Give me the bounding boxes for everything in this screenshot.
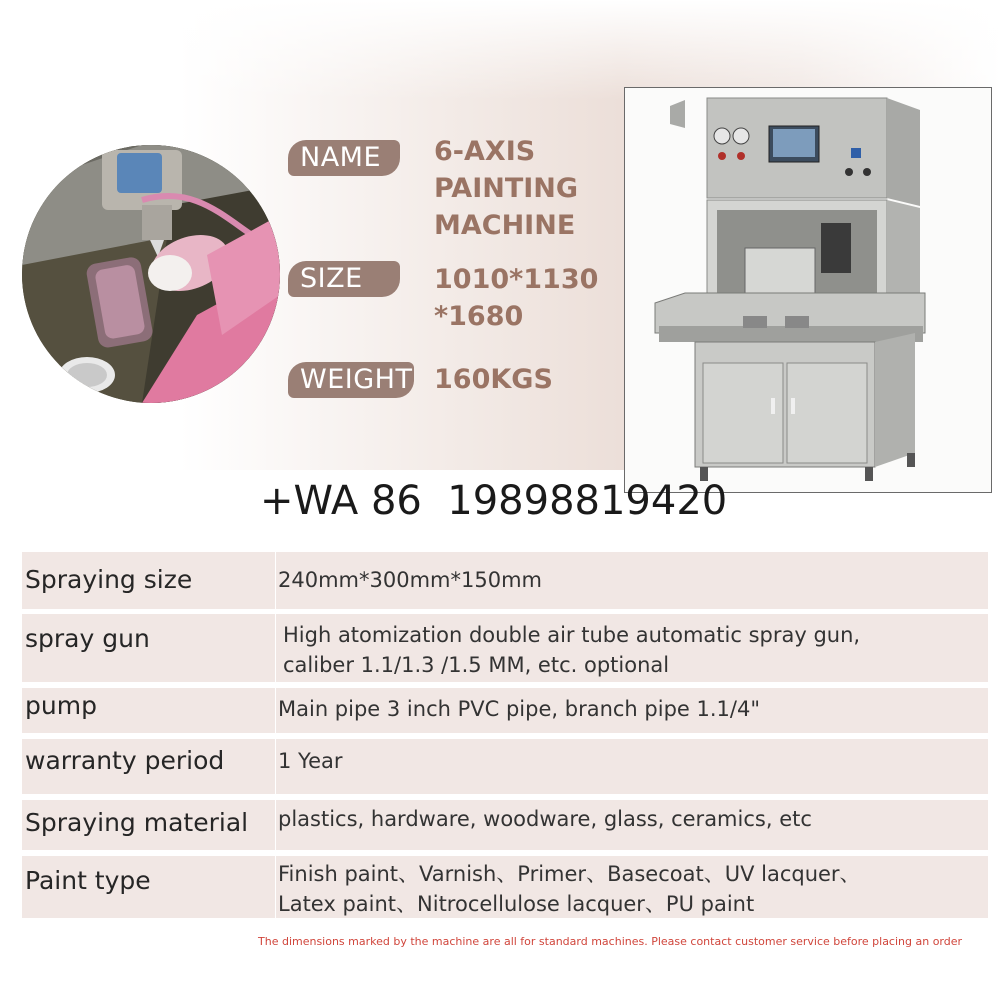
row-value-line: Main pipe 3 inch PVC pipe, branch pipe 1.1/4"	[278, 697, 760, 721]
header-fade	[0, 0, 1000, 100]
name-value-line: PAINTING	[434, 173, 579, 204]
size-value-line: 1010*1130	[434, 264, 599, 295]
row-divider	[275, 856, 276, 918]
size-value	[434, 261, 598, 335]
disclaimer-note: The dimensions marked by the machine are all for standard machines. Please contact customer service before placing an order	[258, 935, 963, 948]
machine-photo	[624, 87, 992, 493]
row-divider	[275, 688, 276, 733]
row-value-line: caliber 1.1/1.3 /1.5 MM, etc. optional	[283, 653, 670, 677]
row-label: warranty period	[25, 746, 225, 775]
row-value	[278, 804, 812, 834]
table-row	[22, 552, 988, 609]
table-row	[22, 800, 988, 850]
weight-value-line: 160KGS	[434, 364, 553, 395]
name-value-line: MACHINE	[434, 210, 576, 241]
table-row	[22, 614, 988, 682]
row-label: spray gun	[25, 624, 150, 653]
name-value	[434, 133, 578, 244]
row-label: Paint type	[25, 866, 151, 895]
name-label: NAME	[288, 140, 400, 176]
table-row	[22, 739, 988, 794]
table-row	[22, 856, 988, 918]
row-value-line: High atomization double air tube automatic spray gun,	[283, 623, 861, 647]
whatsapp-contact: +WA 86 19898819420	[260, 478, 728, 524]
row-value	[278, 746, 343, 776]
row-divider	[275, 739, 276, 794]
spray-closeup-photo	[22, 145, 280, 403]
row-label: pump	[25, 691, 97, 720]
row-label: Spraying material	[25, 808, 249, 837]
row-value	[278, 694, 760, 724]
name-value-line: 6-AXIS	[434, 136, 536, 167]
row-divider	[275, 800, 276, 850]
row-value-line: Latex paint、Nitrocellulose lacquer、PU paint	[278, 892, 755, 916]
row-value	[283, 620, 860, 680]
size-label: SIZE	[288, 261, 400, 297]
row-divider	[275, 552, 276, 609]
size-value-line: *1680	[434, 301, 524, 332]
table-row	[22, 688, 988, 733]
row-value-line: plastics, hardware, woodware, glass, ceramics, etc	[278, 807, 812, 831]
row-value-line: Finish paint、Varnish、Primer、Basecoat、UV lacquer、	[278, 862, 861, 886]
row-value-line: 240mm*300mm*150mm	[278, 568, 542, 592]
row-label: Spraying size	[25, 565, 193, 594]
row-divider	[275, 614, 276, 682]
weight-label: WEIGHT	[288, 362, 414, 398]
row-value-line: 1 Year	[278, 749, 343, 773]
weight-value	[434, 361, 553, 398]
row-value	[278, 859, 861, 919]
row-value	[278, 565, 542, 595]
